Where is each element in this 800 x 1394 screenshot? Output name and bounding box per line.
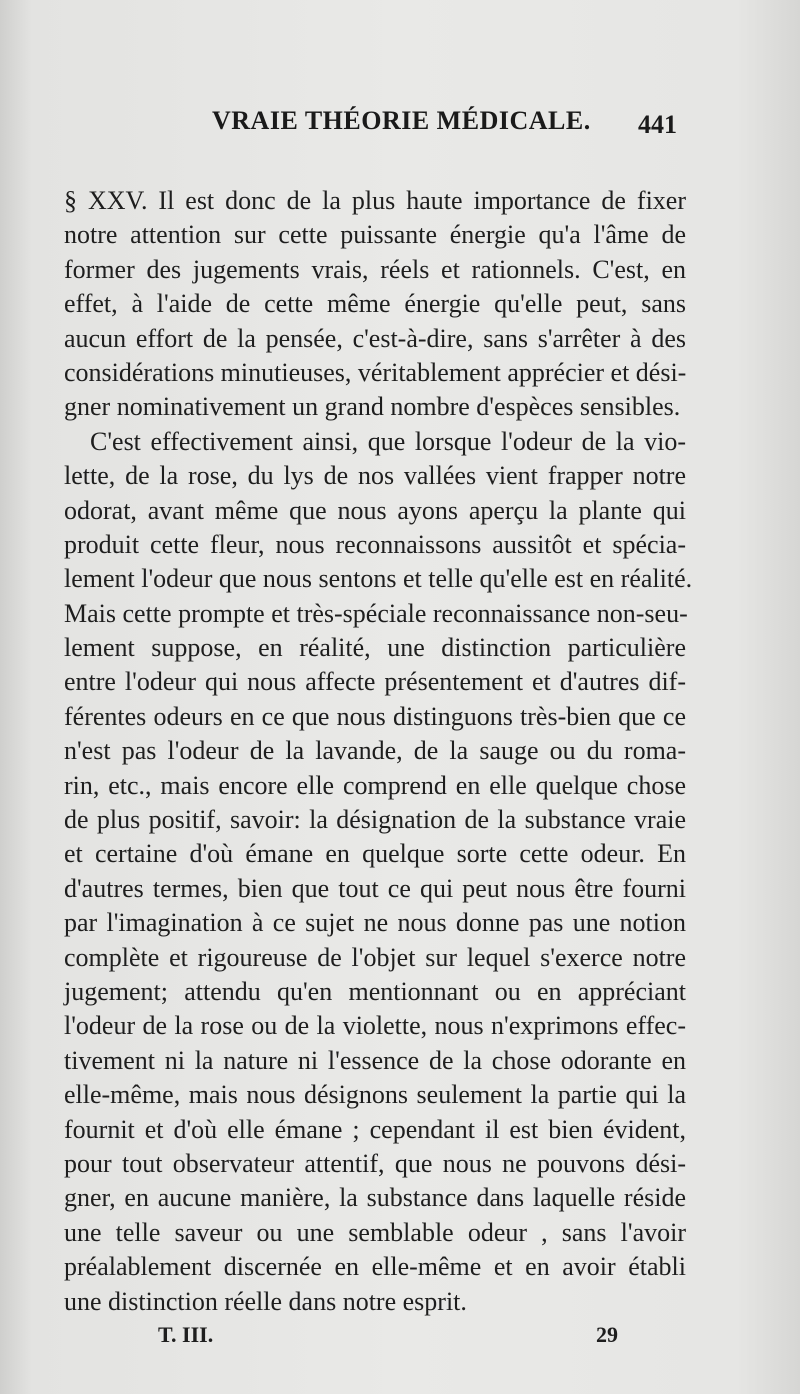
text-line: de plus positif, savoir: la désignation de la substance vraie — [64, 805, 686, 835]
text-line: notre attention sur cette puissante énergie qu'a l'âme de — [64, 220, 686, 250]
text-line: lette, de la rose, du lys de nos vallées vient frapper notre — [64, 461, 686, 491]
text-line: préalablement discernée en elle-même et en avoir établi — [64, 1252, 686, 1282]
text-line: aucun effort de la pensée, c'est-à-dire, sans s'arrêter à des — [64, 323, 686, 353]
text-line: former des jugements vrais, réels et rationnels. C'est, en — [64, 254, 686, 284]
sheet-number: 29 — [596, 1322, 618, 1347]
volume-signature: T. III. — [158, 1322, 214, 1347]
text-line: odorat, avant même que nous ayons aperçu la plante qui — [64, 495, 686, 525]
text-line: gner nominativement un grand nombre d'espèces sensibles. — [64, 392, 681, 422]
text-line: elle-même, mais nous désignons seulement la partie qui la — [64, 1080, 686, 1110]
running-title: VRAIE THÉORIE MÉDICALE. — [212, 106, 591, 135]
text-line: et certaine d'où émane en quelque sorte cette odeur. En — [64, 839, 686, 869]
text-line: d'autres termes, bien que tout ce qui peut nous être fourni — [64, 873, 686, 903]
text-line: lement l'odeur que nous sentons et telle qu'elle est en réalité. — [64, 564, 693, 594]
text-line: § XXV. Il est donc de la plus haute importance de fixer — [64, 186, 686, 215]
body-text — [64, 184, 693, 1319]
text-line: Mais cette prompte et très-spéciale reconnaissance non-seu- — [64, 598, 688, 628]
text-line: l'odeur de la rose ou de la violette, nous n'exprimons effec- — [64, 1011, 686, 1041]
text-line: n'est pas l'odeur de la lavande, de la sauge ou du roma- — [64, 736, 686, 766]
text-line: entre l'odeur qui nous affecte présentement et d'autres dif- — [64, 667, 686, 697]
text-line: fournit et d'où elle émane ; cependant il est bien évident, — [64, 1114, 686, 1144]
text-line: produit cette fleur, nous reconnaissons aussitôt et spécia- — [64, 529, 686, 559]
running-head — [60, 104, 680, 144]
text-line: considérations minutieuses, véritablement apprécier et dési- — [64, 357, 687, 387]
text-line: une distinction réelle dans notre esprit. — [64, 1286, 467, 1316]
text-line: gner, en aucune manière, la substance dans laquelle réside — [64, 1183, 686, 1213]
text-line: pour tout observateur attentif, que nous ne pouvons dési- — [64, 1148, 686, 1178]
page-number: 441 — [638, 110, 677, 139]
text-line: C'est effectivement ainsi, que lorsque l'odeur de la vio- — [90, 426, 686, 456]
text-line: complète et rigoureuse de l'objet sur lequel s'exerce notre — [64, 942, 686, 972]
text-line: effet, à l'aide de cette même énergie qu'elle peut, sans — [64, 289, 686, 319]
text-line: rin, etc., mais encore elle comprend en elle quelque chose — [64, 770, 686, 800]
text-line: férentes odeurs en ce que nous distinguons très-bien que ce — [64, 701, 686, 731]
text-line: tivement ni la nature ni l'essence de la chose odorante en — [64, 1045, 686, 1075]
text-line: une telle saveur ou une semblable odeur , sans l'avoir — [64, 1217, 686, 1247]
page-footer — [60, 1322, 680, 1354]
text-line: jugement; attendu qu'en mentionnant ou en appréciant — [64, 976, 686, 1006]
text-line: lement suppose, en réalité, une distinction particulière — [64, 633, 686, 663]
text-line: par l'imagination à ce sujet ne nous donne pas une notion — [64, 908, 686, 938]
